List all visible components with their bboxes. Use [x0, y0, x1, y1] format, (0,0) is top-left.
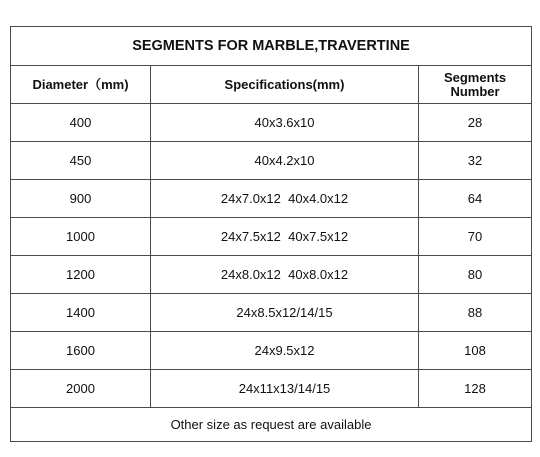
table-title-row — [11, 27, 532, 66]
table-row — [11, 256, 532, 294]
table-footer-note: Other size as request are available — [11, 408, 532, 442]
table-row — [11, 104, 532, 142]
table-header-row — [11, 66, 532, 104]
cell-segments: 32 — [419, 142, 532, 180]
header-segments-number: Segments Number — [419, 66, 532, 104]
table-row — [11, 294, 532, 332]
cell-diameter: 400 — [11, 104, 151, 142]
cell-diameter: 1400 — [11, 294, 151, 332]
table-row — [11, 332, 532, 370]
cell-diameter: 900 — [11, 180, 151, 218]
table-row — [11, 142, 532, 180]
cell-diameter: 2000 — [11, 370, 151, 408]
cell-segments: 28 — [419, 104, 532, 142]
cell-segments: 80 — [419, 256, 532, 294]
table-row — [11, 218, 532, 256]
cell-specification: 24x11x13/14/15 — [151, 370, 419, 408]
cell-segments: 64 — [419, 180, 532, 218]
cell-diameter: 450 — [11, 142, 151, 180]
cell-segments: 108 — [419, 332, 532, 370]
header-specifications: Specifications(mm) — [151, 66, 419, 104]
header-diameter: Diameter（mm) — [11, 66, 151, 104]
cell-specification: 40x3.6x10 — [151, 104, 419, 142]
cell-specification: 24x7.5x12 40x7.5x12 — [151, 218, 419, 256]
cell-segments: 88 — [419, 294, 532, 332]
table-row — [11, 180, 532, 218]
cell-specification: 24x9.5x12 — [151, 332, 419, 370]
cell-segments: 70 — [419, 218, 532, 256]
table-title: SEGMENTS FOR MARBLE,TRAVERTINE — [11, 27, 532, 66]
cell-specification: 24x8.0x12 40x8.0x12 — [151, 256, 419, 294]
table-footer-row — [11, 408, 532, 442]
cell-specification: 24x8.5x12/14/15 — [151, 294, 419, 332]
cell-specification: 40x4.2x10 — [151, 142, 419, 180]
cell-diameter: 1000 — [11, 218, 151, 256]
cell-specification: 24x7.0x12 40x4.0x12 — [151, 180, 419, 218]
cell-segments: 128 — [419, 370, 532, 408]
table-row — [11, 370, 532, 408]
segments-table — [10, 26, 532, 442]
cell-diameter: 1200 — [11, 256, 151, 294]
cell-diameter: 1600 — [11, 332, 151, 370]
